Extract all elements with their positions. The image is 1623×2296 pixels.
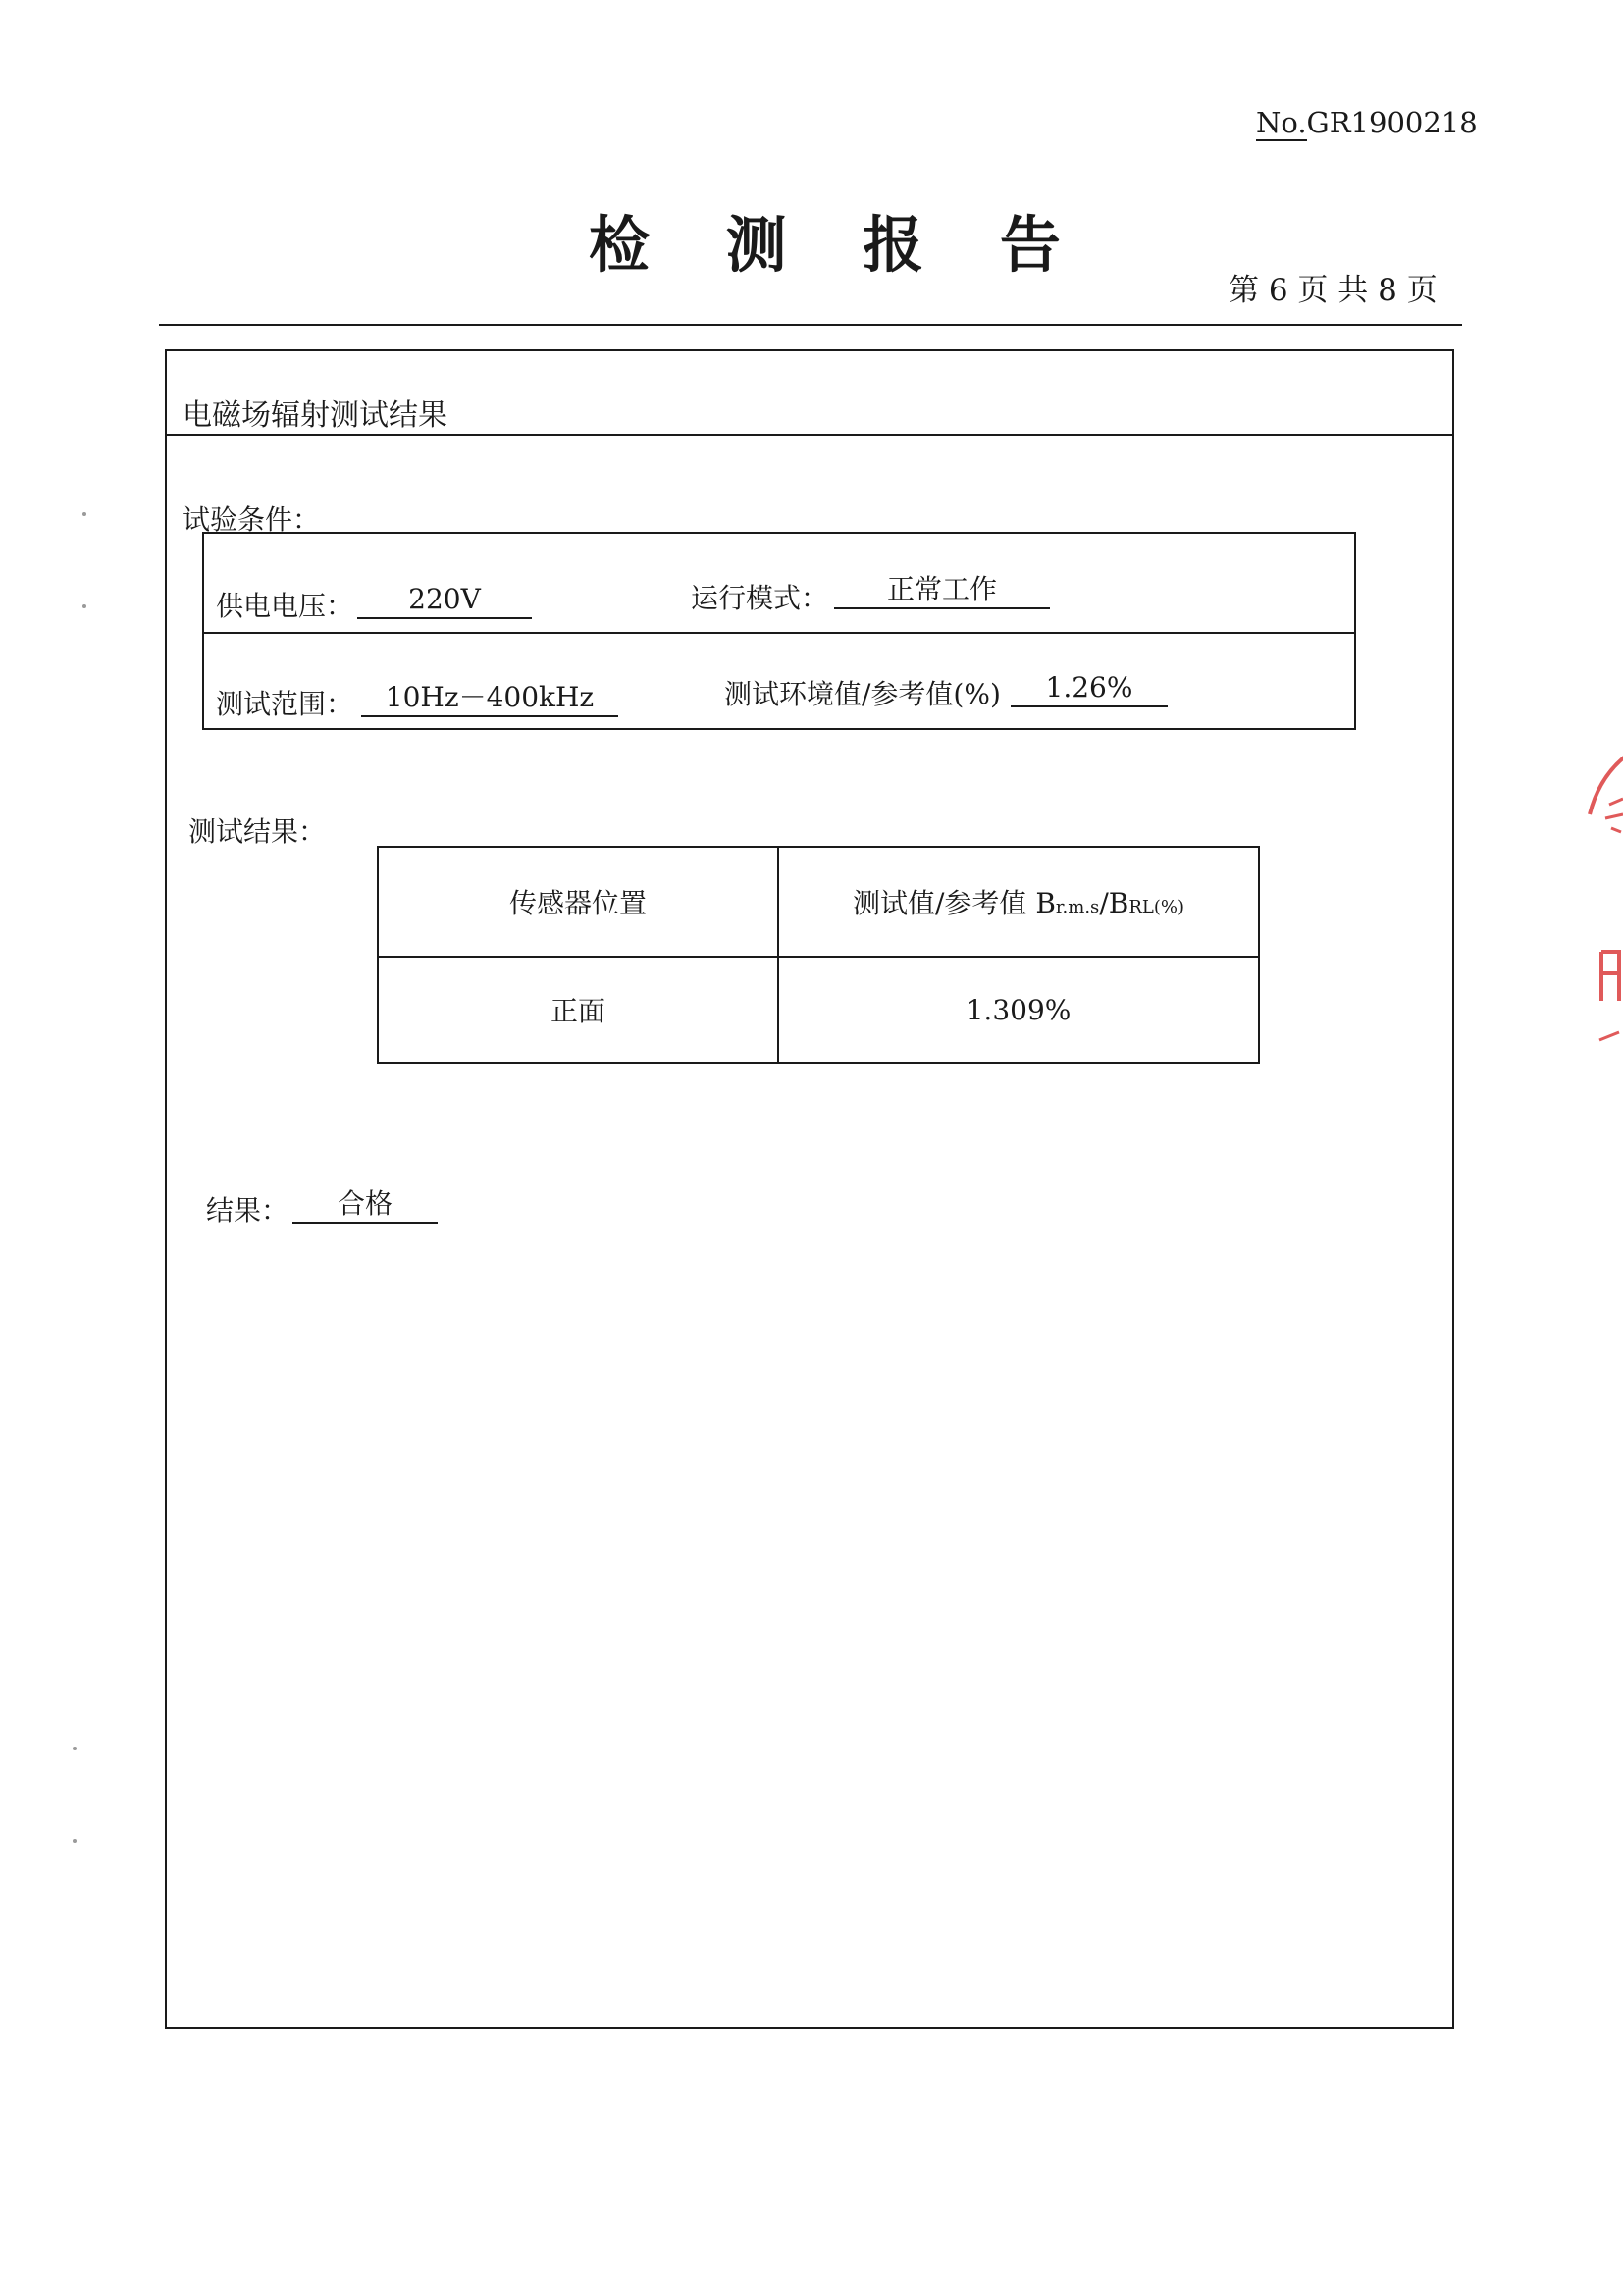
conditions-label: 试验条件： — [183, 503, 321, 536]
title-char-4: 告 — [999, 209, 1061, 281]
results-label: 测试结果： — [188, 815, 327, 848]
scan-mark — [73, 1839, 77, 1843]
table-header-row — [378, 847, 1259, 957]
operating-mode-label: 运行模式： — [691, 582, 829, 614]
position-header: 传感器位置 — [378, 847, 778, 957]
measured-header-suffix: (%) — [1153, 897, 1184, 917]
test-range-value: 10Hz－400kHz — [361, 683, 618, 717]
conclusion-value: 合格 — [292, 1189, 438, 1224]
page-info: 第 6 页 共 8 页 — [1229, 273, 1438, 308]
scan-mark — [73, 1747, 77, 1750]
measured-header-mid: /B — [1099, 887, 1129, 919]
operating-mode-value: 正常工作 — [834, 575, 1050, 609]
report-number-prefix: No. — [1256, 106, 1307, 139]
header-divider — [159, 324, 1462, 326]
supply-voltage-field — [357, 583, 532, 619]
report-number — [1256, 106, 1478, 139]
supply-voltage-value: 220V — [357, 585, 532, 619]
section-title: 电磁场辐射测试结果 — [183, 398, 447, 433]
measured-header-sub2: RL — [1128, 897, 1154, 917]
scan-mark — [82, 512, 86, 516]
title-char-2: 测 — [725, 209, 787, 281]
section-divider — [167, 434, 1452, 436]
title-char-1: 检 — [589, 209, 651, 281]
results-table — [377, 846, 1260, 1064]
ambient-field — [1011, 671, 1168, 707]
conditions-divider — [204, 632, 1354, 634]
ambient-value: 1.26% — [1011, 673, 1168, 707]
measured-header-prefix: 测试值/参考值 B — [853, 887, 1056, 919]
table-row — [378, 957, 1259, 1063]
stamp-fragment — [1580, 746, 1623, 1060]
report-number-value: GR1900218 — [1306, 106, 1478, 139]
ambient-label: 测试环境值/参考值(%) — [724, 678, 1001, 710]
conclusion-field — [292, 1187, 438, 1224]
row-position: 正面 — [378, 957, 778, 1063]
page-title — [589, 196, 1061, 284]
scan-mark — [82, 604, 86, 608]
title-char-3: 报 — [863, 209, 924, 281]
measured-header — [778, 847, 1259, 957]
test-range-label: 测试范围： — [216, 688, 354, 720]
supply-voltage-label: 供电电压： — [216, 590, 354, 622]
test-range-field — [361, 681, 618, 717]
operating-mode-field — [834, 573, 1050, 609]
row-value: 1.309% — [778, 957, 1259, 1063]
measured-header-sub1: r.m.s — [1055, 897, 1100, 917]
conclusion-label: 结果： — [206, 1194, 289, 1226]
